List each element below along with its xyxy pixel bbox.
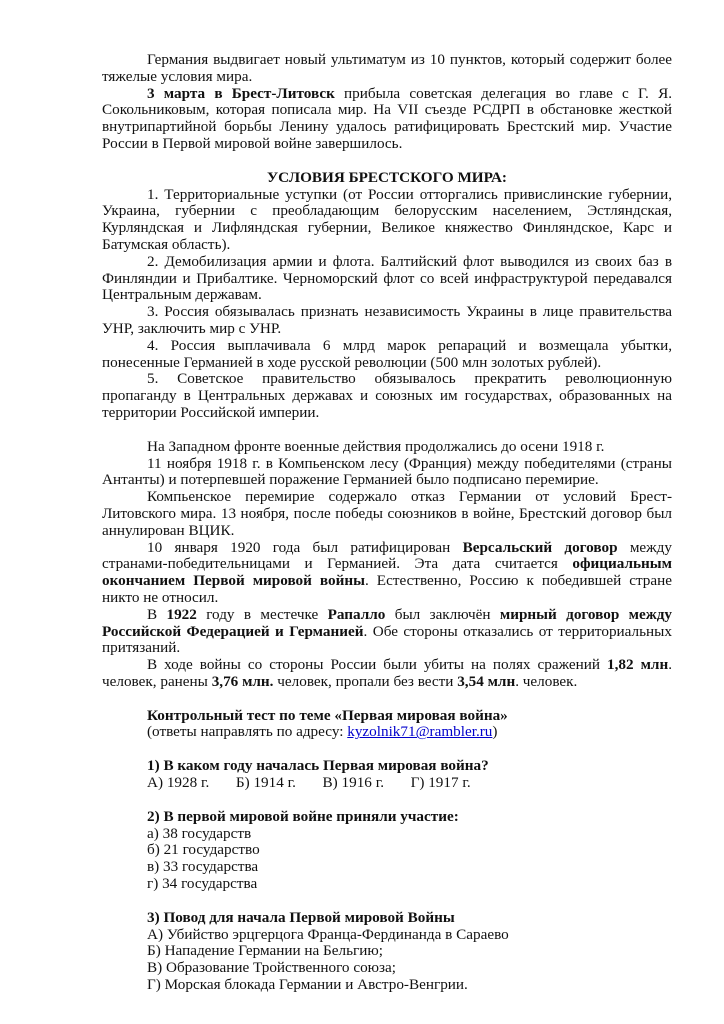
q1-option: Г) 1917 г.: [410, 774, 471, 792]
email-link[interactable]: kyzolnik71@rambler.ru: [347, 723, 493, 741]
question-2: 2) В первой мировой войне приняли участие:: [147, 807, 459, 825]
q3-option: Б) Нападение Германии на Бельгию;: [147, 942, 383, 960]
q2-option: в) 33 государства: [147, 858, 259, 876]
q1-option: А) 1928 г.: [147, 774, 210, 792]
q2-option: б) 21 государство: [147, 841, 260, 859]
treaty-item: 3. Россия обязывалась признать независимость Украины в лице правительства УНР, заключить мир с УНР.: [102, 303, 672, 337]
q1-option: В) 1916 г.: [322, 774, 384, 792]
armistice-paragraph: 11 ноября 1918 г. в Компьенском лесу (Франция) между победителями (страны Антанты) и потерпевшей поражение Германией было подписано перемирие.: [102, 454, 672, 489]
treaty-item: 5. Советское правительство обязывалось прекратить революционную пропаганду в Центральных державах и союзных им государствах, образованных на территории Российской империи.: [102, 370, 672, 421]
losses-paragraph: В ходе войны со стороны России были убиты на полях сражений 1,82 млн. человек, ранены 3,76 млн. человек, пропали без вести 3,54 млн. человек.: [102, 656, 673, 690]
q2-option: а) 38 государств: [147, 824, 252, 842]
treaty-item: 1. Территориальные уступки (от России отторгались привислинские губернии, Украина, губернии с преобладающим белорусским населением, Эстляндская, Курляндская и Лифляндская губернии, Великое княжество Финляндское, Карс и Батумская область).: [102, 185, 672, 253]
rapallo-paragraph: В 1922 году в местечке Рапалло был заключён мирный договор между Российской Федерацией и Германией. Обе стороны отказались от территориальных притязаний.: [102, 605, 672, 657]
brest-date: 3 марта в Брест-Литовск: [147, 84, 335, 102]
test-title: Контрольный тест по теме «Первая мировая война»: [147, 706, 508, 724]
brest-paragraph: 3 марта в Брест-Литовск прибыла советская делегация во главе с Г. Я. Сокольниковым, которая пописала мир. На VII съезде РСДРП в обстановке жесткой внутрипартийной борьбы Ленину удалось ратифицировать Брестский мир. Участие России в Первой мировой войне завершилось.: [102, 84, 672, 152]
question-1-options: [102, 775, 672, 792]
q3-option: Г) Морская блокада Германии и Австро-Венгрии.: [147, 976, 468, 994]
document-page: [102, 52, 672, 994]
western-front-paragraph: На Западном фронте военные действия продолжались до осени 1918 г.: [147, 437, 605, 455]
question-3: 3) Повод для начала Первой мировой Войны: [147, 908, 455, 926]
q3-option: А) Убийство эрцгерцога Франца-Фердинанда в Сараево: [147, 925, 509, 943]
question-1: 1) В каком году началась Первая мировая война?: [147, 757, 489, 775]
versailles-paragraph: 10 января 1920 года был ратифицирован Версальский договор между странами-победительницами и Германией. Эта дата считается официальным окончанием Первой мировой войны. Естественно, Россию к победившей стране никто не относил.: [102, 538, 672, 606]
ultimatum-paragraph: Германия выдвигает новый ультиматум из 10 пунктов, который содержит более тяжелые условия мира.: [102, 51, 672, 85]
q3-option: В) Образование Тройственного союза;: [147, 959, 396, 977]
treaty-heading: УСЛОВИЯ БРЕСТСКОГО МИРА:: [267, 168, 507, 186]
test-send-line: (ответы направлять по адресу: kyzolnik71@rambler.ru): [147, 723, 498, 741]
treaty-item: 2. Демобилизация армии и флота. Балтийский флот выводился из своих баз в Финляндии и Прибалтике. Черноморский флот со всей инфраструктурой передавался Центральным державам.: [102, 252, 672, 304]
compiegne-paragraph: Компьенское перемирие содержало отказ Германии от условий Брест-Литовского мира. 13 ноября, после победы союзников в войне, Брестский договор был аннулирован ВЦИК.: [102, 488, 672, 539]
q2-option: г) 34 государства: [147, 875, 258, 893]
q1-option: Б) 1914 г.: [235, 774, 296, 792]
treaty-item: 4. Россия выплачивала 6 млрд марок репараций и возмещала убытки, понесенные Германией в ходе русской революции (500 млн золотых рублей).: [102, 336, 672, 371]
